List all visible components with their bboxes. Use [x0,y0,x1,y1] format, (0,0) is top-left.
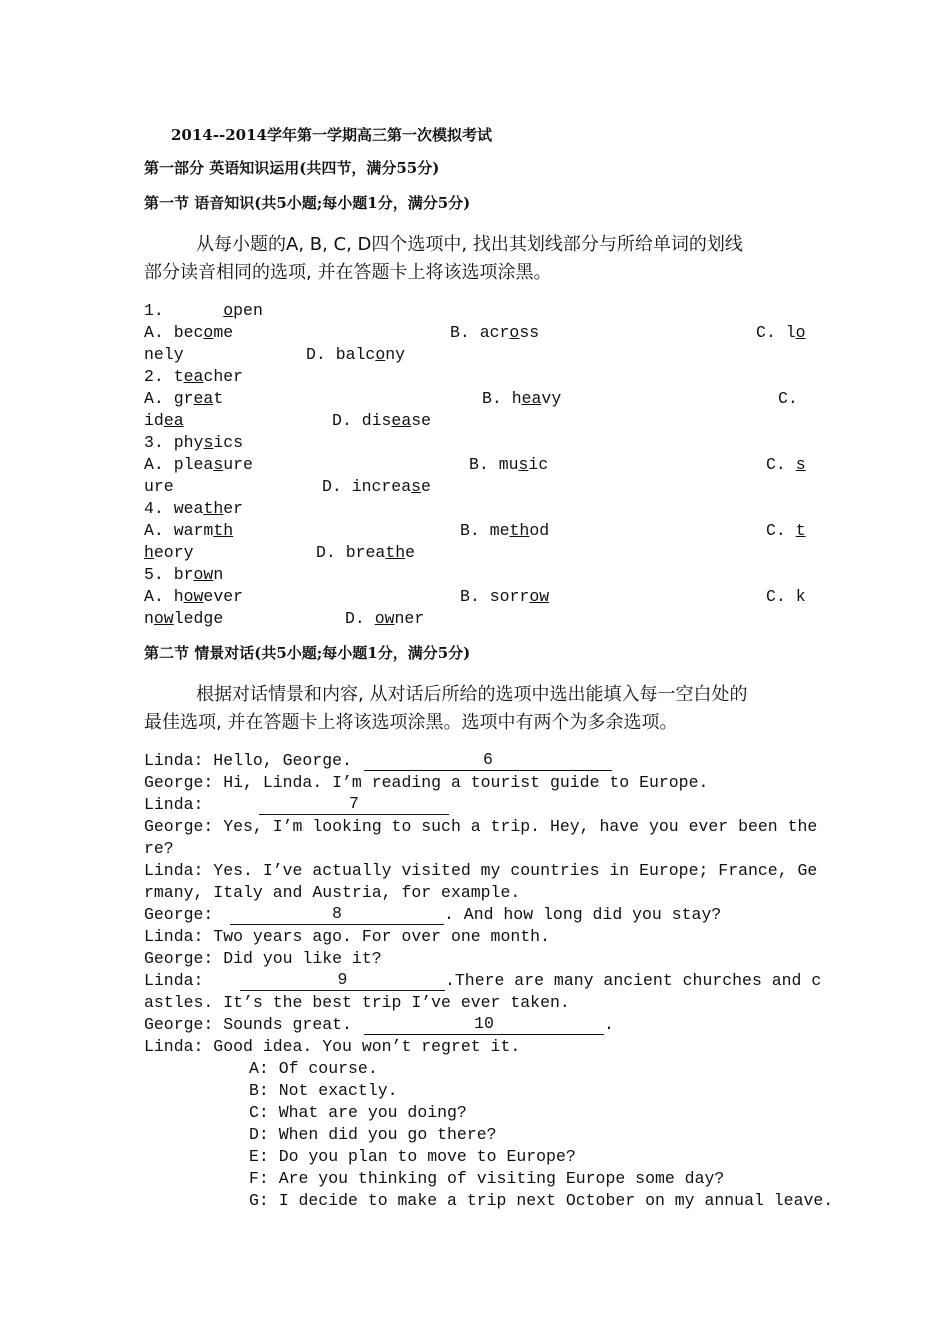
question-4-option-c-cont: heory [144,543,194,562]
question-number: 3. [144,433,164,452]
option-a: A: Of course. [249,1059,378,1078]
blank-10: 10 [364,1014,604,1035]
dialogue-line: Linda: Yes. I’ve actually visited my countries in Europe; France, Ge [144,861,818,880]
question-5-option-c-cont: nowledge [144,609,224,628]
dialogue-line: George: Did you like it? [144,949,382,968]
question-1-option-c: C. lo [756,323,806,342]
question-3-option-c-cont: ure [144,477,174,496]
dialogue-line: astles. It’s the best trip I’ve ever taken. [144,993,570,1012]
dialogue-line: Linda: [144,795,204,814]
question-4-option-b: B. method [460,521,550,540]
option-g: G: I decide to make a trip next October on my annual leave. [249,1191,834,1210]
instructions-one-line1: 从每小题的A, B, C, D四个选项中, 找出其划线部分与所给单词的划线 [196,234,743,255]
question-3-option-a: A. pleasure [144,455,253,474]
question-1-option-b: B. across [450,323,540,342]
exam-title: 2014--2014学年第一学期高三第一次模拟考试 [171,126,492,144]
question-number: 4. [144,499,164,518]
question-2-option-d: D. disease [332,411,432,430]
question-3-option-b: B. music [469,455,549,474]
dialogue-line: George: [144,905,214,924]
question-4-word: 4. weather [144,499,244,518]
question-1-option-c-cont: nely [144,345,184,364]
question-4-option-d: D. breathe [316,543,416,562]
instructions-two-line2: 最佳选项, 并在答题卡上将该选项涂黑。选项中有两个为多余选项。 [144,712,678,733]
dialogue-line: Linda: Two years ago. For over one month. [144,927,550,946]
question-1-option-a: A. become [144,323,234,342]
option-e: E: Do you plan to move to Europe? [249,1147,576,1166]
question-5-word: 5. brown [144,565,224,584]
question-1-word: 1. open [144,301,263,320]
question-1-option-d: D. balcony [306,345,406,364]
question-2-option-b: B. heavy [482,389,562,408]
dialogue-line: Linda: [144,971,204,990]
dialogue-line: George: Sounds great. [144,1015,352,1034]
blank-6: 6 [364,750,612,771]
dialogue-line: . And how long did you stay? [444,905,722,924]
blank-8: 8 [230,904,444,925]
dialogue-line: Linda: Good idea. You won’t regret it. [144,1037,521,1056]
dialogue-line: re? [144,839,174,858]
question-3-option-d: D. increase [322,477,431,496]
question-2-word: 2. teacher [144,367,244,386]
dialogue-line: .There are many ancient churches and c [445,971,822,990]
question-2-option-c-cont: idea [144,411,184,430]
option-c: C: What are you doing? [249,1103,467,1122]
question-3-option-c: C. s [766,455,806,474]
option-d: D: When did you go there? [249,1125,497,1144]
question-number: 1. [144,301,164,320]
part-one-heading: 第一部分 英语知识运用(共四节，满分55分) [144,159,440,177]
question-number: 2. [144,367,164,386]
blank-9: 9 [240,970,445,991]
section-one-heading: 第一节 语音知识(共5小题;每小题1分，满分5分) [144,194,471,212]
blank-7: 7 [259,794,449,815]
dialogue-line: rmany, Italy and Austria, for example. [144,883,521,902]
question-4-option-a: A. warmth [144,521,234,540]
question-5-option-a: A. however [144,587,244,606]
instructions-one-line2: 部分读音相同的选项, 并在答题卡上将该选项涂黑。 [144,262,552,283]
dialogue-line: Linda: Hello, George. [144,751,352,770]
instructions-two-line1: 根据对话情景和内容, 从对话后所给的选项中选出能填入每一空白处的 [196,684,748,705]
option-f: F: Are you thinking of visiting Europe some day? [249,1169,725,1188]
question-4-option-c: C. t [766,521,806,540]
dialogue-line: . [604,1015,614,1034]
question-5-option-d: D. owner [345,609,425,628]
question-5-option-b: B. sorrow [460,587,550,606]
question-number: 5. [144,565,164,584]
option-b: B: Not exactly. [249,1081,398,1100]
section-two-heading: 第二节 情景对话(共5小题;每小题1分，满分5分) [144,644,471,662]
question-3-word: 3. physics [144,433,244,452]
dialogue-line: George: Hi, Linda. I’m reading a tourist guide to Europe. [144,773,709,792]
question-5-option-c: C. k [766,587,806,606]
dialogue-line: George: Yes, I’m looking to such a trip. Hey, have you ever been the [144,817,818,836]
question-2-option-a: A. great [144,389,224,408]
question-2-option-c: C. [778,389,798,408]
